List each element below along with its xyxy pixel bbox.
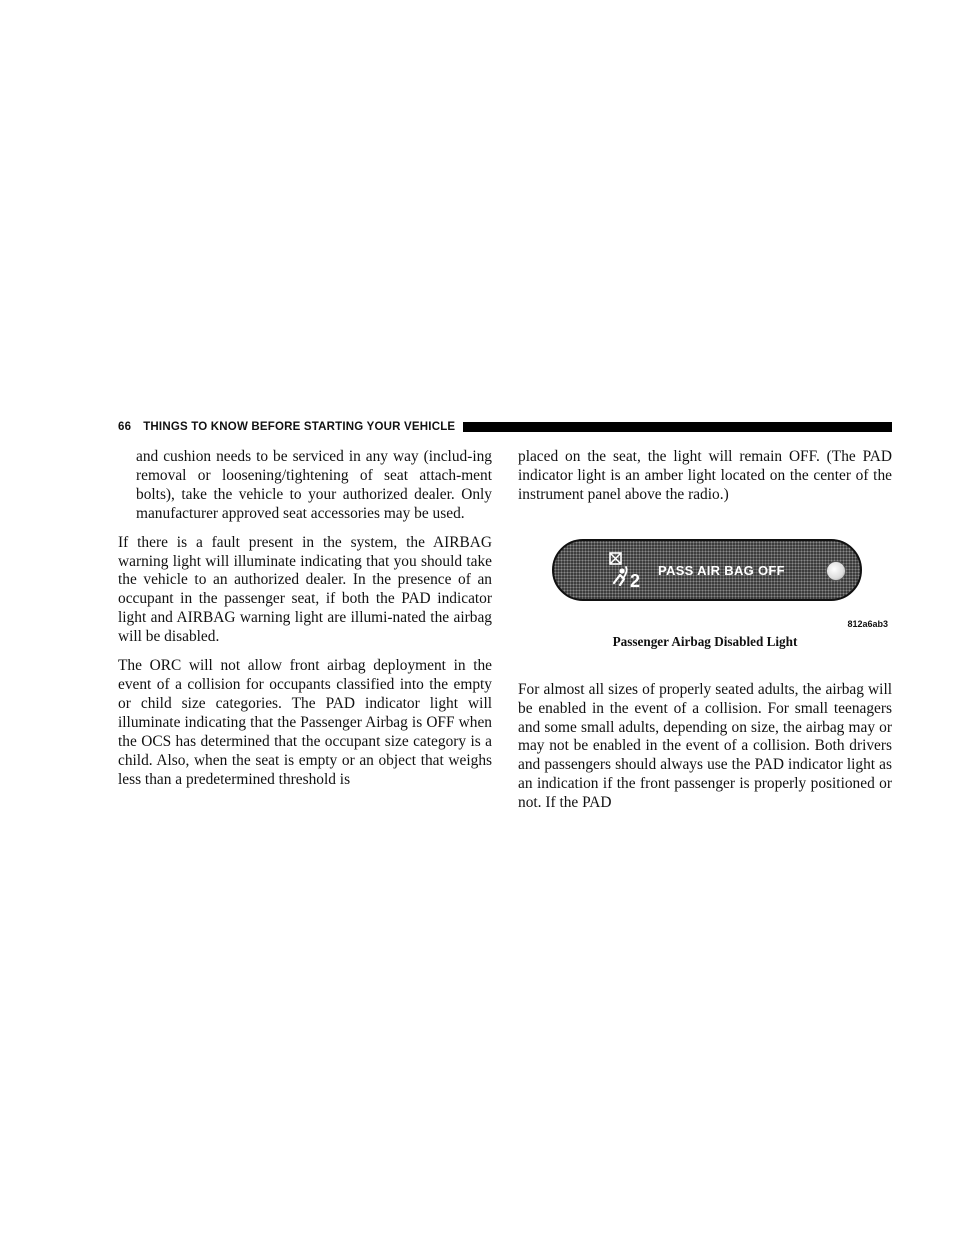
left-column — [118, 448, 492, 799]
airbag-off-icon — [608, 551, 648, 591]
pad-indicator-figure — [518, 531, 892, 681]
icon-digit: 2 — [630, 570, 641, 591]
paragraph-fault: If there is a fault present in the system, the AIRBAG warning light will illuminate indicating that you should take the vehicle to an authorized dealer. In the presence of an occupant in the passenger seat, if both the PAD indicator light and AIRBAG warning light are illumi-nated the airbag will be disabled. — [118, 533, 492, 646]
paragraph-continued: and cushion needs to be serviced in any way (includ-ing removal or loosening/tightening of seat attach-ment bolts), take the vehicle to your authorized dealer. Only manufacturer approved seat accessories may be used. — [136, 448, 492, 522]
header-rule — [463, 422, 892, 432]
indicator-bulb — [826, 561, 846, 581]
figure-code: 812a6ab3 — [847, 618, 888, 629]
pad-indicator-text: PASS AIR BAG OFF — [658, 562, 785, 578]
paragraph-adults: For almost all sizes of properly seated adults, the airbag will be enabled in the event of a collision. For small teenagers and some small adults, depending on size, the airbag may or may not be enabled in the event of a collision. Both drivers and passengers should always use the PAD indicator light as an indication if the front passenger is properly positioned or not. If the PAD — [518, 680, 892, 812]
right-column — [518, 448, 892, 823]
section-title: THINGS TO KNOW BEFORE STARTING YOUR VEHICLE — [143, 421, 456, 433]
pad-indicator-light — [552, 539, 862, 601]
paragraph-orc: The ORC will not allow front airbag deployment in the event of a collision for occupants classified into the empty or child size categories. The PAD indicator light will illuminate indicating that the Passenger Airbag is OFF when the OCS has determined that the occupant size category is a child. Also, when the seat is empty or an object that weighs less than a predetermined threshold is — [118, 657, 492, 788]
page-header — [118, 418, 892, 436]
paragraph-placed: placed on the seat, the light will remain OFF. (The PAD indicator light is an amber light located on the center of the instrument panel above the radio.) — [518, 448, 892, 503]
figure-caption: Passenger Airbag Disabled Light — [612, 633, 798, 649]
page-number: 66 — [118, 421, 132, 433]
